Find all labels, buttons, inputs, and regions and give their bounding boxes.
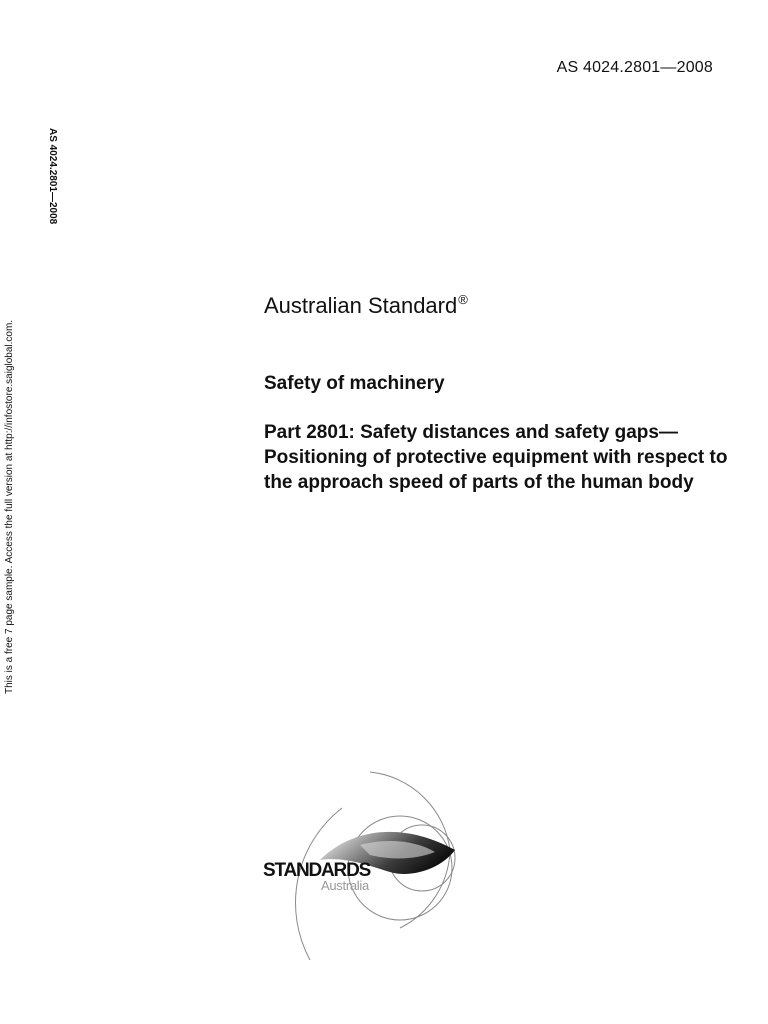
standard-type-text: Australian Standard bbox=[264, 293, 458, 318]
registered-mark: ® bbox=[458, 292, 468, 307]
sample-notice-text: This is a free 7 page sample. Access the full version at http://infostore.saiglobal.com. bbox=[4, 319, 15, 694]
sample-notice bbox=[4, 319, 18, 694]
standard-type-heading bbox=[264, 292, 468, 319]
part-title: Part 2801: Safety distances and safety gaps—Positioning of protective equipment with respect to the approach speed of parts of the human body bbox=[264, 422, 728, 493]
logo-subtext: Australia bbox=[321, 878, 369, 893]
series-title: Safety of machinery bbox=[264, 373, 445, 394]
spine-document-number: AS 4024.2801—2008 bbox=[47, 128, 58, 225]
spine-label bbox=[42, 128, 58, 248]
logo-wordmark: STANDARDS bbox=[263, 860, 371, 881]
document-number: AS 4024.2801—2008 bbox=[556, 59, 713, 76]
